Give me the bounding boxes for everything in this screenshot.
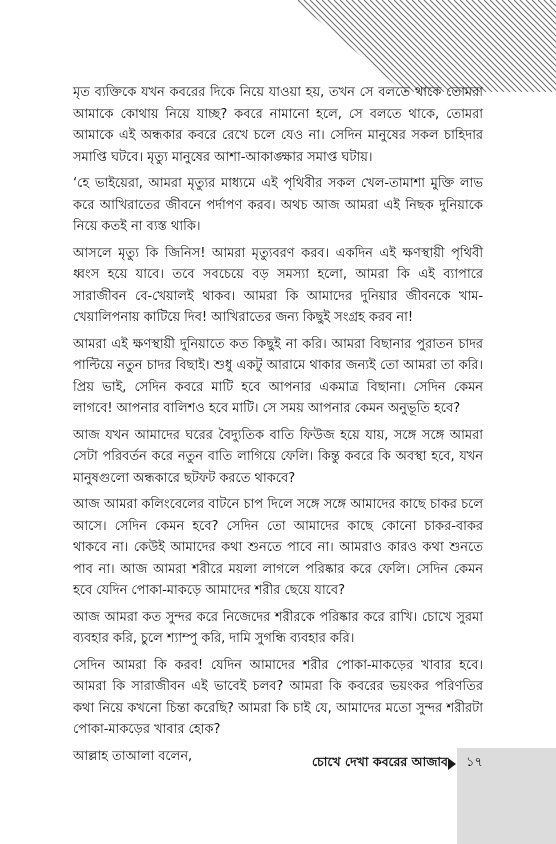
- paragraph-4: আমরা এই ক্ষণস্থায়ী দুনিয়াতে কত কিছুই না করি। আমরা বিছানার পুরাতন চাদর পাল্টিয়ে নতুন চাদর বিছাই। শুধু একটু আরামে থাকার জন্যই তো আমরা তা করি। প্রিয় ভাই, সেদিন কবরে মাটি হবে আপনার একমাত্র বিছানা। সেদিন কেমন লাগবে! আপনার বালিশও হবে মাটি। সে সময় আপনার কেমন অনুভূতি হবে?: [73, 336, 483, 416]
- stripe-line: [394, 0, 486, 92]
- stripe-line: [436, 0, 528, 92]
- stripe-line: [454, 0, 546, 92]
- page-number: ১৭: [466, 755, 483, 770]
- paragraph-8: সেদিন আমরা কি করব! যেদিন আমাদের শরীর পোকা-মাকড়ের খাবার হবে। আমরা কি সারাজীবন এই ভাবেই চলব? আমরা কি কবরের ভয়ংকর পরিণতির কথা নিয়ে কখনো চিন্তা করেছি? আমরা কি চাই যে, আমাদের মতো সুন্দর শরীরটা পোকা-মাকড়ের খাবার হোক?: [73, 657, 483, 737]
- stripe-line: [448, 0, 540, 92]
- paragraph-2: ‘হে ভাইয়েরা, আমরা মৃত্যুর মাধ্যমে এই পৃথিবীর সকল খেল-তামাশা মুক্তি লাভ করে আখিরাতের জীবনে পর্দাপণ করব। অথচ আজ আমরা এই নিছক দুনিয়াকে নিয়ে কতই না ব্যস্ত থাকি।: [73, 176, 483, 234]
- stripe-line: [376, 0, 468, 92]
- page-body: [73, 82, 483, 772]
- paragraph-3: আসলে মৃত্যু কি জিনিস! আমরা মৃত্যুবরণ করব। একদিন এই ক্ষণস্থায়ী পৃথিবী ধ্বংস হয়ে যাবে। তবে সবচেয়ে বড় সমস্যা হলো, আমরা কি এই ব্যাপারে সারাজীবন বে-খেয়ালই থাকব। আমরা কি আমাদের দুনিয়ার জীবনকে খাম-খেয়ালিপনায় কাটিয়ে দিব! আখিরাতের জন্য কিছুই সংগ্রহ করব না!: [73, 245, 483, 325]
- diagonal-stripes-graphic: [294, 0, 556, 92]
- paragraph-6: আজ আমরা কলিংবেলের বাটনে চাপ দিলে সঙ্গে সঙ্গে আমাদের কাছে চাকর চলে আসে। সেদিন কেমন হবে? সেদিন তো আমাদের কাছে কোনো চাকর-বাকর থাকবে না। কেউই আমাদের কথা শুনতে পাবে না। আমরাও কারও কথা শুনতে পাব না। আজ আমরা শরীরে ময়লা লাগলে পরিষ্কার করে ফেলি। সেদিন কেমন হবে যেদিন পোকা-মাকড়ে আমাদের শরীর ছেয়ে যাবে?: [73, 497, 483, 598]
- book-title: চোখে দেখা কবরের আজাব: [311, 754, 448, 769]
- corner-stripe-decoration: [294, 0, 556, 92]
- stripe-line: [400, 0, 492, 92]
- stripe-line: [412, 0, 504, 92]
- paragraph-9: আল্লাহ তাআলা বলেন,: [73, 748, 193, 764]
- stripe-line: [460, 0, 552, 92]
- stripe-line: [382, 0, 474, 92]
- stripe-line: [442, 0, 534, 92]
- stripe-line: [418, 0, 510, 92]
- stripe-line: [388, 0, 480, 92]
- stripe-line: [406, 0, 498, 92]
- stripe-line: [424, 0, 516, 92]
- paragraph-7: আজ আমরা কত সুন্দর করে নিজেদের শরীরকে পরিষ্কার করে রাখি। চোখে সুরমা ব্যবহার করি, চুলে শ্যাম্পু করি, দামি সুগন্ধি ব্যবহার করি।: [73, 609, 483, 646]
- right-triangle-icon: [448, 758, 456, 770]
- stripe-line: [430, 0, 522, 92]
- paragraph-5: আজ যখন আমাদের ঘরের বৈদ্যুতিক বাতি ফিউজ হয়ে যায়, সঙ্গে সঙ্গে আমরা সেটা পরিবর্তন করে নতুন বাতি লাগিয়ে ফেলি। কিন্তু কবরে কি অবস্থা হবে, যখন মানুষগুলো অন্ধকারে ছটফট করতে থাকবে?: [73, 427, 483, 486]
- paragraph-1: মৃত ব্যক্তিকে যখন কবরের দিকে নিয়ে যাওয়া হয়, তখন সে বলতে থাকে তোমরা আমাকে কোথায় নিয়ে যাচ্ছ? কবরে নামানো হলে, সে বলতে থাকে, তোমরা আমাকে এই অন্ধকার কবরে রেখে চলে যেও না। সেদিন মানুষের সকল চাহিদার সমাপ্তি ঘটবে। মৃত্যু মানুষের আশা-আকাঙ্ক্ষার সমাপ্ত ঘটায়।: [73, 85, 483, 165]
